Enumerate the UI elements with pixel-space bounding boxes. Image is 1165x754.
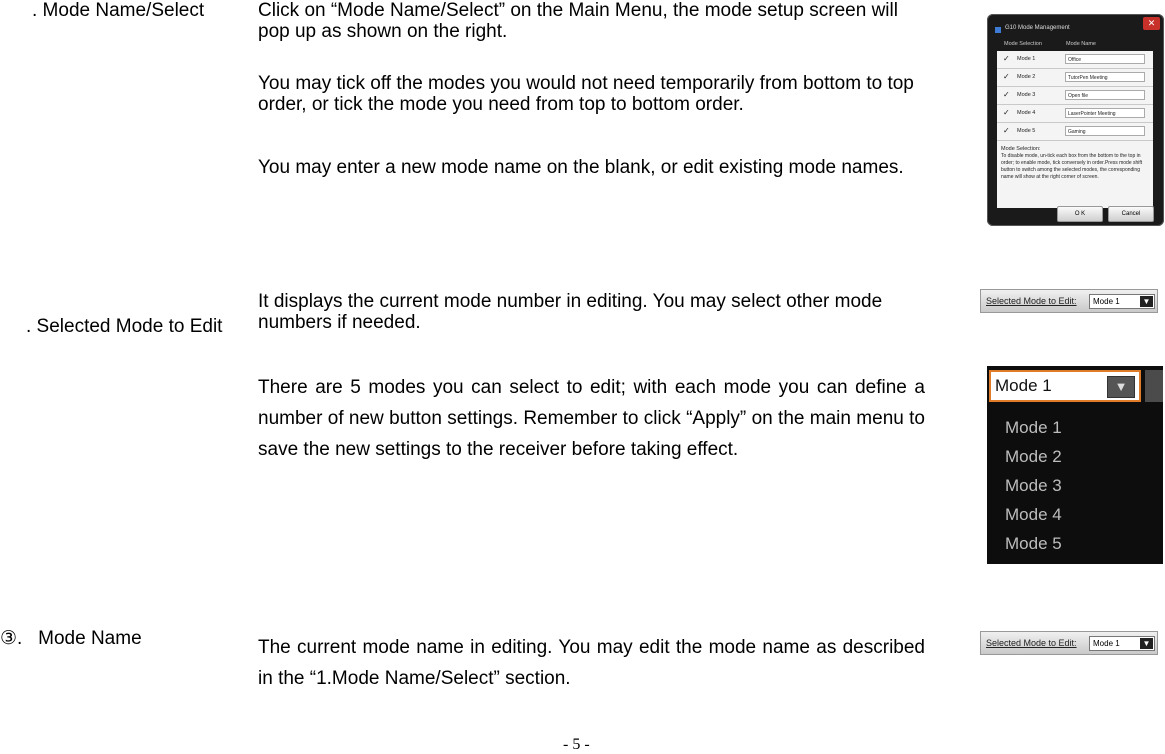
app-icon: [995, 27, 1001, 33]
mode-name-input[interactable]: LaserPointer Meeting: [1065, 108, 1145, 118]
selected-mode-select[interactable]: [1089, 294, 1155, 309]
selected-mode-value: Mode 1: [1093, 297, 1120, 306]
column-mode-selection: Mode Selection: [1004, 41, 1042, 47]
mode-label: Mode 1: [1017, 56, 1036, 62]
mode-label: Mode 4: [1017, 110, 1036, 116]
mode-dropdown-field[interactable]: [989, 370, 1141, 402]
ok-button[interactable]: O K: [1057, 206, 1103, 222]
chevron-down-icon[interactable]: ▼: [1140, 638, 1153, 649]
section1-paragraph-3: You may enter a new mode name on the blank, or edit existing mode names.: [258, 157, 904, 178]
section3-paragraph-1: The current mode name in editing. You may edit the mode name as described in the “1.Mode Name/Select” section.: [258, 637, 925, 689]
mode-option[interactable]: Mode 2: [1005, 447, 1062, 466]
section-label-mode-name-select: . Mode Name/Select: [32, 0, 205, 21]
mode-option[interactable]: Mode 1: [1005, 418, 1062, 437]
dropdown-edge: [1145, 370, 1163, 402]
selected-mode-bar: [980, 631, 1158, 655]
selected-mode-select[interactable]: [1089, 636, 1155, 651]
checkmark-icon[interactable]: ✓: [1003, 126, 1010, 135]
mode-row: [997, 123, 1153, 141]
checkmark-icon[interactable]: ✓: [1003, 72, 1010, 81]
mode-label: Mode 2: [1017, 74, 1036, 80]
mode-selection-help: To disable mode, un-tick each box from the bottom to the top in order; to enable mode, tick conversely in order.Press mode shift button to switch among the selected modes, the corresponding name will show at the right corner of screen.: [1001, 153, 1143, 180]
mode-label: Mode 3: [1017, 92, 1036, 98]
selected-mode-label: Selected Mode to Edit:: [986, 638, 1077, 648]
mode-management-dialog: [987, 14, 1164, 226]
mode-option[interactable]: Mode 3: [1005, 476, 1062, 495]
close-icon[interactable]: ✕: [1143, 17, 1160, 30]
mode-name-input[interactable]: Open file: [1065, 90, 1145, 100]
chevron-down-icon[interactable]: ▼: [1107, 376, 1135, 398]
section-label-mode-name: ③. Mode Name: [0, 628, 142, 649]
section2-paragraph-1: It displays the current mode number in editing. You may select other mode numbers if needed.: [258, 291, 883, 333]
mode-dropdown: [987, 366, 1163, 564]
section1-paragraph-2: You may tick off the modes you would not need temporarily from bottom to top order, or tick the mode you need from top to bottom order.: [258, 73, 914, 115]
page-number: - 5 -: [563, 736, 590, 753]
mode-option[interactable]: Mode 5: [1005, 534, 1062, 553]
mode-name-input[interactable]: Office: [1065, 54, 1145, 64]
mode-row: [997, 69, 1153, 87]
checkmark-icon[interactable]: ✓: [1003, 90, 1010, 99]
section2-paragraph-2: There are 5 modes you can select to edit; with each mode you can define a number of new button settings. Remember to click “Apply” on the main menu to save the new settings to the receiver before taking effect.: [258, 377, 925, 460]
mode-name-input[interactable]: Gaming: [1065, 126, 1145, 136]
mode-name-input[interactable]: TutorPen Meeting: [1065, 72, 1145, 82]
mode-option[interactable]: Mode 4: [1005, 505, 1062, 524]
selected-mode-label: Selected Mode to Edit:: [986, 296, 1077, 306]
mode-row: [997, 87, 1153, 105]
selected-mode-value: Mode 1: [1093, 639, 1120, 648]
mode-selection-title: Mode Selection:: [1001, 146, 1041, 152]
selected-mode-bar: [980, 289, 1158, 313]
cancel-button[interactable]: Cancel: [1108, 206, 1154, 222]
dialog-body: [997, 51, 1153, 208]
section1-paragraph-1: Click on “Mode Name/Select” on the Main Menu, the mode setup screen will pop up as shown on the right.: [258, 0, 898, 42]
chevron-down-icon[interactable]: ▼: [1140, 296, 1153, 307]
mode-label: Mode 5: [1017, 128, 1036, 134]
checkmark-icon[interactable]: ✓: [1003, 108, 1010, 117]
mode-dropdown-value: Mode 1: [995, 376, 1052, 395]
mode-row: [997, 51, 1153, 69]
section-label-selected-mode: . Selected Mode to Edit: [26, 316, 223, 337]
checkmark-icon[interactable]: ✓: [1003, 54, 1010, 63]
dialog-title: G10 Mode Management: [1005, 25, 1070, 31]
column-mode-name: Mode Name: [1066, 41, 1096, 47]
mode-row: [997, 105, 1153, 123]
